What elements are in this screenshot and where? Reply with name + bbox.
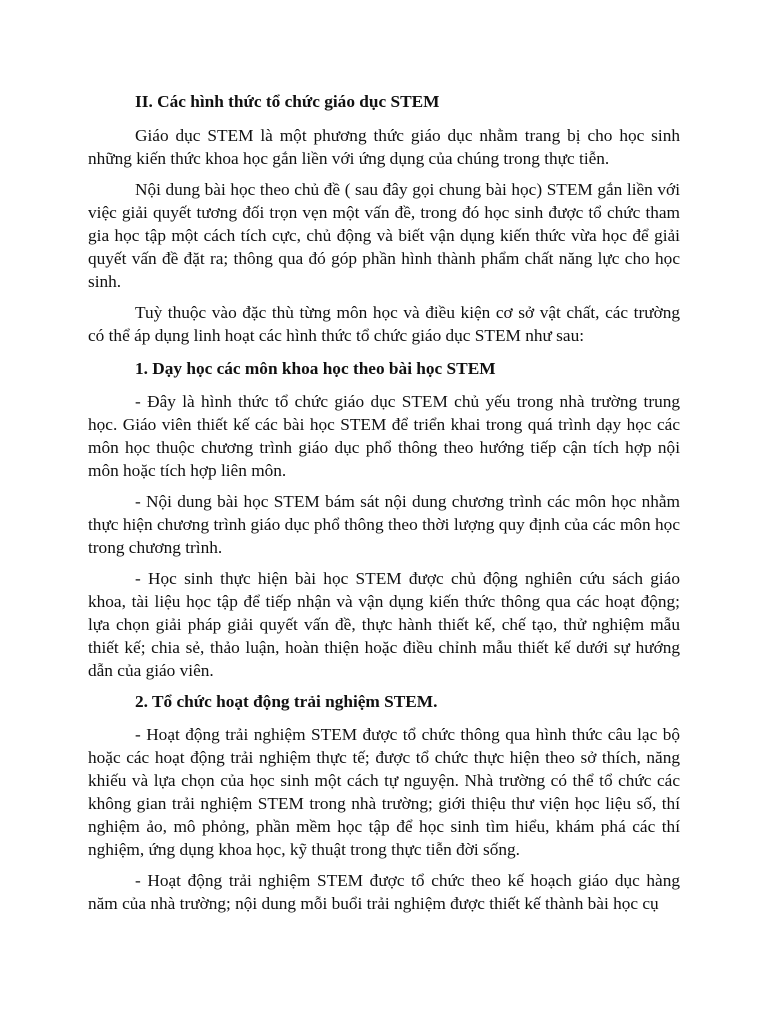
subsection-2-paragraph-2: - Hoạt động trải nghiệm STEM được tổ chức theo kế hoạch giáo dục hàng năm của nhà trường; nội dung mỗi buổi trải nghiệm được thiết kế thành bài học cụ [88, 871, 680, 913]
subsection-1-heading: 1. Dạy học các môn khoa học theo bài học STEM [135, 359, 496, 378]
section-heading: II. Các hình thức tổ chức giáo dục STEM [135, 92, 440, 111]
subsection-1-paragraph-1: - Đây là hình thức tổ chức giáo dục STEM chủ yếu trong nhà trường trung học. Giáo viên thiết kế các bài học STEM để triển khai trong quá trình dạy học các môn học thuộc chương trình giáo dục phổ thông theo hướng tiếp cận tích hợp nội môn hoặc tích hợp liên môn. [88, 392, 680, 480]
intro-paragraph-1: Giáo dục STEM là một phương thức giáo dục nhằm trang bị cho học sinh những kiến thức khoa học gắn liền với ứng dụng của chúng trong thực tiễn. [88, 126, 680, 168]
subsection-1-paragraph-2: - Nội dung bài học STEM bám sát nội dung chương trình các môn học nhằm thực hiện chương trình giáo dục phổ thông theo thời lượng quy định của các môn học trong chương trình. [88, 492, 680, 557]
subsection-2-heading: 2. Tổ chức hoạt động trải nghiệm STEM. [135, 692, 438, 711]
subsection-1-paragraph-3: - Học sinh thực hiện bài học STEM được chủ động nghiên cứu sách giáo khoa, tài liệu học tập để tiếp nhận và vận dụng kiến thức thông qua các hoạt động; lựa chọn giải pháp giải quyết vấn đề, thực hành thiết kế, chế tạo, thử nghiệm mẫu thiết kế; chia sẻ, thảo luận, hoàn thiện hoặc điều chỉnh mẫu thiết kế dưới sự hướng dẫn của giáo viên. [88, 569, 680, 680]
subsection-2-paragraph-1: - Hoạt động trải nghiệm STEM được tổ chức thông qua hình thức câu lạc bộ hoặc các hoạt động trải nghiệm thực tế; được tổ chức thực hiện theo sở thích, năng khiếu và lựa chọn của học sinh một cách tự nguyện. Nhà trường có thể tổ chức các không gian trải nghiệm STEM trong nhà trường; giới thiệu thư viện học liệu số, thí nghiệm ảo, mô phỏng, phần mềm học tập để học sinh tìm hiểu, khám phá các thí nghiệm, ứng dụng khoa học, kỹ thuật trong thực tiễn đời sống. [88, 725, 680, 859]
intro-paragraph-2: Nội dung bài học theo chủ đề ( sau đây gọi chung bài học) STEM gắn liền với việc giải quyết tương đối trọn vẹn một vấn đề, trong đó học sinh được tổ chức tham gia học tập một cách tích cực, chủ động và biết vận dụng kiến thức vừa học để giải quyết vấn đề đặt ra; thông qua đó góp phần hình thành phẩm chất năng lực cho học sinh. [88, 180, 680, 291]
intro-paragraph-3: Tuỳ thuộc vào đặc thù từng môn học và điều kiện cơ sở vật chất, các trường có thể áp dụng linh hoạt các hình thức tổ chức giáo dục STEM như sau: [88, 303, 680, 345]
